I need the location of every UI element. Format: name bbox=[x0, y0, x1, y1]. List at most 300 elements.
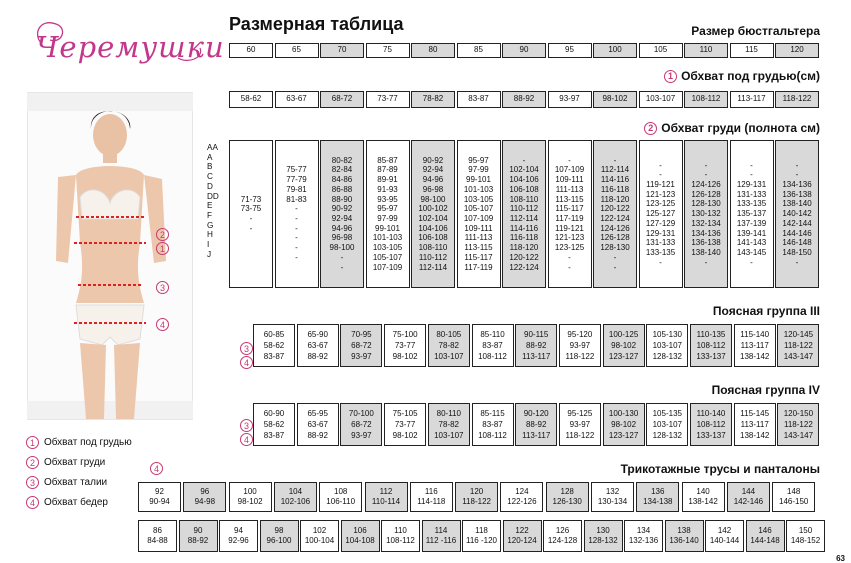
legend-hips bbox=[26, 496, 108, 509]
bust-column-content bbox=[418, 156, 447, 272]
bra-size-cell bbox=[229, 43, 273, 58]
bra-size-cell bbox=[457, 43, 501, 58]
underbust-cell bbox=[320, 91, 364, 108]
cup-label: H bbox=[207, 230, 213, 240]
bust-column-line: 133-135 bbox=[645, 247, 676, 257]
waist3-column-line: 68-72 bbox=[351, 341, 372, 350]
bra-size-cell-line: 110 bbox=[699, 45, 713, 55]
bust-column-line: 123-125 bbox=[645, 199, 676, 209]
underbust-title-wrap bbox=[664, 69, 820, 83]
underbust-cell-content bbox=[468, 95, 488, 103]
waist3-column-line: 70-95 bbox=[351, 330, 372, 339]
knit-row2-cell-line: 148-152 bbox=[790, 536, 821, 545]
knit-row1-cell-line: 106-110 bbox=[326, 497, 356, 506]
waist4-column-line: 143-147 bbox=[783, 431, 814, 440]
underbust-cell-line: 98-102 bbox=[602, 94, 628, 104]
bust-column-line: 90-92 bbox=[422, 155, 444, 165]
bust-column-line: 98-100 bbox=[420, 194, 446, 204]
knit-row1-cell-content bbox=[195, 487, 215, 507]
bra-size-cell bbox=[502, 43, 546, 58]
waist4-column-content bbox=[696, 408, 725, 441]
knit-row1-cell-line: 144 bbox=[741, 487, 756, 496]
waist4-column-line: 88-92 bbox=[307, 431, 328, 440]
waist4-column-line: 93-97 bbox=[569, 420, 591, 429]
bust-column bbox=[730, 140, 774, 288]
underbust-cell bbox=[275, 91, 319, 108]
waist3-column-line: 113-117 bbox=[522, 352, 551, 361]
underbust-cell-content bbox=[603, 95, 628, 103]
bust-column-line: 105-107 bbox=[372, 252, 403, 262]
bust-column-line: 108-110 bbox=[418, 243, 448, 253]
knit-row2-cell-content bbox=[588, 526, 617, 546]
waist4-column-line: 120-150 bbox=[783, 409, 814, 418]
waist3-column-line: 138-142 bbox=[740, 352, 770, 361]
waist4-column-line: 83-87 bbox=[263, 431, 285, 440]
waist3-column-line: 65-90 bbox=[307, 330, 328, 339]
bust-column-line: - bbox=[659, 170, 662, 180]
knit-row2-cell bbox=[422, 520, 461, 552]
legend-label: Обхват талии bbox=[44, 477, 108, 488]
knit-row2-cell-line: 84-88 bbox=[147, 536, 168, 545]
bust-column-line: 71-73 bbox=[240, 194, 262, 204]
bust-column-line: 121-123 bbox=[554, 233, 585, 243]
waist3-column bbox=[472, 324, 514, 367]
waist3-column-line: 75-100 bbox=[392, 330, 418, 339]
knit-row2-cell-line: 106 bbox=[353, 526, 367, 535]
knit-row2-cell-line: 128-132 bbox=[588, 536, 618, 545]
waist4-column-content bbox=[653, 408, 682, 441]
underbust-num: 1 bbox=[664, 70, 677, 83]
waist4-column bbox=[559, 403, 601, 446]
knit-row2-cell bbox=[260, 520, 299, 552]
cup-label: C bbox=[207, 172, 213, 182]
waist4-column-line: 65-95 bbox=[307, 409, 328, 418]
waist3-column bbox=[297, 324, 339, 367]
bust-column-line: - bbox=[295, 214, 298, 223]
bust-column-line: 116-118 bbox=[509, 233, 539, 243]
bra-size-cell-line: 85 bbox=[474, 45, 483, 55]
bust-column-line: 96-98 bbox=[331, 233, 353, 243]
waist3-column-content bbox=[393, 329, 418, 362]
bra-size-cell bbox=[548, 43, 592, 58]
waist3-column-line: 103-107 bbox=[434, 352, 464, 361]
bust-column-line: - bbox=[704, 257, 708, 267]
bust-column-line: 122-124 bbox=[509, 262, 539, 272]
waist4-column-content bbox=[307, 408, 327, 441]
underbust-cell bbox=[684, 91, 728, 108]
waist4-column-line: 88-92 bbox=[525, 420, 547, 429]
bust-column bbox=[639, 140, 683, 288]
waist4-column-content bbox=[566, 408, 595, 441]
waist4-column-line: 75-105 bbox=[392, 409, 418, 418]
knit-row2-cell bbox=[462, 520, 501, 552]
knit-row1-cell-content bbox=[238, 487, 263, 507]
bust-column bbox=[548, 140, 592, 288]
waist4-column-line: 98-102 bbox=[611, 420, 637, 429]
knit-row1-cell-line: 122-126 bbox=[507, 497, 537, 506]
waist4-column-line: 85-115 bbox=[480, 409, 505, 418]
bust-column-line: 120-122 bbox=[600, 204, 630, 214]
bust-title-wrap bbox=[644, 121, 820, 135]
knit-row2-cell-content bbox=[466, 526, 497, 546]
bust-column-line: 130-132 bbox=[691, 209, 721, 219]
bust-column-line: - bbox=[568, 252, 571, 262]
waist3-column-line: 123-127 bbox=[608, 352, 639, 361]
bust-column-line: 104-106 bbox=[418, 223, 448, 233]
bra-size-cell-line: 80 bbox=[428, 45, 438, 55]
knit-row1-cell-content bbox=[734, 487, 763, 507]
bust-column-line: 81-83 bbox=[286, 194, 307, 204]
waist3-column-line: 100-125 bbox=[608, 330, 639, 339]
bust-column-line: 132-134 bbox=[691, 218, 721, 228]
bust-column-line: - bbox=[659, 160, 662, 170]
waist4-column bbox=[472, 403, 514, 446]
waist4-column-line: 68-72 bbox=[351, 420, 372, 429]
bust-column-line: 99-101 bbox=[466, 175, 491, 185]
waist3-column-line: 128-132 bbox=[652, 352, 682, 361]
knit-row1-cell bbox=[546, 482, 589, 512]
underbust-cell-line: 73-77 bbox=[377, 94, 398, 104]
knit-row2-cell-line: 134 bbox=[636, 526, 651, 535]
bust-column-line: - bbox=[568, 262, 571, 272]
knit-row1-cell bbox=[591, 482, 634, 512]
knit-row2-cell bbox=[381, 520, 420, 552]
page-number: 63 bbox=[836, 554, 845, 563]
bust-column-line: - bbox=[249, 223, 253, 233]
bust-column-line: 136-138 bbox=[782, 189, 812, 199]
waist4-column-line: 60-90 bbox=[263, 409, 285, 418]
bra-size-cell-line: 95 bbox=[565, 45, 574, 55]
knit-row1-cell-line: 146-150 bbox=[779, 497, 809, 506]
knit-row1-cell bbox=[410, 482, 453, 512]
page-title: Размерная таблица bbox=[229, 14, 404, 34]
bust-column-line: 113-115 bbox=[464, 243, 493, 253]
waist3-column-line: 93-97 bbox=[569, 341, 591, 350]
bust-column-line: - bbox=[613, 155, 617, 165]
underbust-cell-line: 113-117 bbox=[737, 94, 766, 104]
bust-column-content bbox=[464, 156, 493, 272]
bra-size-cell-line: 75 bbox=[383, 45, 392, 55]
bust-column-line: - bbox=[613, 262, 617, 272]
underbust-cell-line: 78-82 bbox=[422, 94, 444, 104]
knit-row1-cell bbox=[636, 482, 679, 512]
underbust-cell-content bbox=[423, 95, 443, 103]
bust-column-content bbox=[646, 161, 675, 268]
waist4-column bbox=[646, 403, 688, 446]
waist4-column-line: 103-107 bbox=[652, 420, 682, 429]
knit-row1-cell bbox=[365, 482, 408, 512]
waist4-column-line: 138-142 bbox=[740, 431, 770, 440]
waist3-column bbox=[253, 324, 295, 367]
waist3-column-content bbox=[566, 329, 595, 362]
bust-column-line: 101-103 bbox=[463, 184, 494, 194]
bust-column-line: - bbox=[295, 223, 298, 233]
bra-size-cell-content bbox=[520, 46, 529, 54]
waist3-column-line: 93-97 bbox=[351, 352, 372, 361]
bra-size-cell bbox=[275, 43, 319, 58]
waist3-column-line: 78-82 bbox=[438, 341, 460, 350]
bra-size-cell-content bbox=[745, 46, 758, 54]
waist3-column-content bbox=[653, 329, 682, 362]
bust-column-line: 146-148 bbox=[782, 238, 812, 248]
bust-column-line: 113-115 bbox=[555, 194, 584, 204]
bust-column-line: 121-123 bbox=[645, 189, 676, 199]
waist4-column bbox=[603, 403, 645, 446]
waist4-column-line: 133-137 bbox=[696, 431, 726, 440]
cup-label: F bbox=[207, 210, 213, 220]
bust-column-line: 122-124 bbox=[600, 214, 630, 223]
bust-column bbox=[684, 140, 728, 288]
cup-labels bbox=[207, 143, 219, 259]
underbust-cell-content bbox=[377, 95, 397, 103]
knit-row2-cell bbox=[138, 520, 177, 552]
waist3-column-line: 103-107 bbox=[652, 341, 682, 350]
bust-column-line: 114-116 bbox=[600, 175, 630, 185]
bust-column-line: 80-82 bbox=[331, 155, 353, 165]
waist4-column-line: 83-87 bbox=[482, 420, 503, 429]
underbust-cell-content bbox=[737, 95, 765, 103]
knit-row2-cell-content bbox=[228, 526, 248, 546]
knit-row2-cell-line: 102 bbox=[312, 526, 327, 535]
bust-column-line: 95-97 bbox=[468, 155, 489, 165]
bra-size-cell-content bbox=[565, 46, 574, 54]
bust-column-line: 140-142 bbox=[782, 209, 812, 219]
knit-row2-cell-line: 150 bbox=[798, 526, 813, 535]
logo-text: Черемушки bbox=[36, 30, 225, 64]
bust-column-line: 128-130 bbox=[691, 199, 721, 209]
bust-column-line: 126-128 bbox=[691, 189, 721, 199]
waist4-column-line: 113-117 bbox=[740, 420, 769, 429]
knit-row2-cell-content bbox=[147, 526, 167, 546]
bust-column-line: 123-125 bbox=[554, 243, 585, 253]
bust-column bbox=[366, 140, 410, 288]
waist4-column bbox=[734, 403, 776, 446]
knit-row2-cell-content bbox=[507, 526, 536, 546]
waist3-column-line: 58-62 bbox=[263, 341, 285, 350]
bust-column-content bbox=[373, 156, 402, 272]
knit-row1-cell bbox=[682, 482, 725, 512]
waist4-column-line: 100-130 bbox=[608, 409, 639, 418]
bust-column-line: 135-137 bbox=[736, 209, 767, 219]
waist4-column bbox=[428, 403, 470, 446]
bust-column-line: 138-140 bbox=[782, 199, 812, 209]
underbust-cell-content bbox=[514, 95, 534, 103]
underbust-cell-content bbox=[783, 95, 812, 103]
waist3-column-line: 118-122 bbox=[784, 341, 813, 350]
waist3-column-content bbox=[522, 329, 550, 362]
knit-row2-cell-line: 122 bbox=[515, 526, 529, 535]
waist3-column-line: 80-105 bbox=[436, 330, 462, 339]
waist4-column bbox=[297, 403, 339, 446]
bust-column-line: 136-138 bbox=[691, 238, 721, 248]
knit-row1-cell-content bbox=[507, 487, 536, 507]
knit-row1-cell bbox=[274, 482, 317, 512]
knit-row1-cell-line: 134-138 bbox=[643, 497, 673, 506]
waist3-row-num: 3 bbox=[240, 342, 253, 355]
legend-num: 4 bbox=[26, 496, 39, 509]
bust-column-line: 111-113 bbox=[464, 233, 493, 243]
bust-column-content bbox=[737, 161, 766, 268]
knit-row2-cell-line: 136-140 bbox=[669, 536, 699, 545]
waist4-column-line: 105-135 bbox=[652, 409, 682, 418]
bust-column-line: - bbox=[340, 262, 344, 272]
waist4-column-line: 108-112 bbox=[478, 431, 507, 440]
waist3-title: Поясная группа III bbox=[712, 304, 820, 318]
bra-size-cell-line: 70 bbox=[337, 45, 347, 55]
knit-row2-cell-line: 118 bbox=[475, 526, 488, 535]
bust-column-line: 85-87 bbox=[377, 155, 398, 165]
waist4-column-line: 93-97 bbox=[351, 431, 372, 440]
bust-column-line: 117-119 bbox=[464, 262, 493, 272]
underbust-cell-line: 108-112 bbox=[691, 94, 721, 104]
bust-column-line: 97-99 bbox=[468, 165, 489, 175]
waist3-column bbox=[340, 324, 382, 367]
knit-row2-cell-line: 104-108 bbox=[345, 536, 375, 545]
bust-column-line: 127-129 bbox=[645, 218, 676, 228]
knit-row2-cell-line: 124-128 bbox=[547, 536, 578, 545]
underbust-cell bbox=[593, 91, 637, 108]
bra-size-cell bbox=[593, 43, 637, 58]
bust-column-line: - bbox=[295, 252, 298, 262]
bust-column-line: 92-94 bbox=[422, 165, 444, 175]
knit-row2-cell-line: 126 bbox=[555, 526, 570, 535]
knit-row2-cell bbox=[300, 520, 339, 552]
waist3-column-content bbox=[307, 329, 327, 362]
underbust-cell-line: 88-92 bbox=[513, 94, 535, 104]
waist4-column-line: 118-122 bbox=[784, 420, 813, 429]
waist3-column-line: 98-102 bbox=[392, 352, 418, 361]
underbust-cell bbox=[366, 91, 410, 108]
waist4-column-line: 118-122 bbox=[565, 431, 595, 440]
waist4-column bbox=[340, 403, 382, 446]
underbust-cell bbox=[730, 91, 774, 108]
knit-row2-cell-content bbox=[305, 526, 334, 546]
bra-size-cell-line: 105 bbox=[653, 45, 668, 55]
waist3-column-line: 133-137 bbox=[696, 352, 726, 361]
knit-row2-cell-content bbox=[791, 526, 820, 546]
waist3-column-line: 88-92 bbox=[307, 352, 328, 361]
knit-row2-cell-line: 108-112 bbox=[386, 536, 415, 545]
bra-size-cell-content bbox=[292, 46, 301, 54]
bust-column-line: 77-79 bbox=[286, 175, 307, 185]
bust-column-line: 104-106 bbox=[509, 175, 539, 185]
underbust-cell-line: 68-72 bbox=[331, 94, 353, 104]
bust-column-line: 118-120 bbox=[600, 194, 630, 204]
waist4-column-line: 113-117 bbox=[522, 431, 551, 440]
knit-row1-cell-line: 116 bbox=[424, 487, 438, 496]
bra-size-title: Размер бюстгальтера bbox=[691, 24, 820, 38]
underbust-cell-line: 58-62 bbox=[240, 94, 262, 104]
knit-row2-cell bbox=[786, 520, 825, 552]
knit-row2-cell bbox=[624, 520, 663, 552]
waist4-row-labels bbox=[240, 419, 253, 446]
legend-bust bbox=[26, 456, 105, 469]
knit-row2-cell-line: 146 bbox=[758, 526, 772, 535]
bust-column-content bbox=[691, 161, 720, 268]
bust-column-line: 120-122 bbox=[509, 252, 539, 262]
knit-row2-cell-line: 90 bbox=[193, 526, 203, 535]
knit-row2-cell-content bbox=[267, 526, 292, 546]
knit-row1-cell-line: 148 bbox=[787, 487, 801, 496]
knit-row2-cell-content bbox=[345, 526, 374, 546]
knit-row2-cell-line: 144-148 bbox=[750, 536, 780, 545]
bust-column-line: 88-90 bbox=[331, 194, 353, 204]
bra-size-cell-content bbox=[338, 46, 347, 54]
bust-column bbox=[411, 140, 455, 288]
knit-row2-cell-line: 142 bbox=[717, 526, 732, 535]
knit-row1-cell bbox=[500, 482, 543, 512]
knit-row2-cell-line: 138 bbox=[677, 526, 691, 535]
bust-column-line: 87-89 bbox=[377, 165, 398, 175]
knit-row1-cell-content bbox=[643, 487, 672, 507]
knit-row2-cell-line: 112 -116 bbox=[425, 536, 457, 545]
waist4-column-content bbox=[609, 408, 638, 441]
bust-column-line: 112-114 bbox=[418, 262, 448, 272]
waist3-column-line: 60-85 bbox=[263, 330, 285, 339]
knit-row1-cell bbox=[183, 482, 226, 512]
underbust-cell bbox=[639, 91, 683, 108]
bust-column bbox=[320, 140, 364, 288]
knit-row1-cell-content bbox=[462, 487, 491, 507]
knit-row1-cell-line: 114-118 bbox=[417, 497, 446, 506]
bust-column-line: 106-108 bbox=[418, 233, 448, 243]
bust-column-line: 125-127 bbox=[645, 209, 676, 219]
waist4-column-content bbox=[522, 408, 550, 441]
waist4-column-line: 78-82 bbox=[438, 420, 460, 429]
legend-waist bbox=[26, 476, 107, 489]
bra-size-cell-line: 90 bbox=[519, 45, 529, 55]
underbust-cell bbox=[548, 91, 592, 108]
bust-column-line: 119-121 bbox=[555, 223, 584, 233]
bust-column bbox=[229, 140, 273, 288]
waist3-column-line: 110-135 bbox=[696, 330, 726, 339]
knit-row1-cell-line: 130-134 bbox=[597, 497, 628, 506]
underbust-header bbox=[230, 69, 820, 87]
bra-size-cell-line: 115 bbox=[745, 45, 758, 55]
knit-row1-cell-line: 138-142 bbox=[688, 497, 718, 506]
bust-column-line: - bbox=[340, 252, 344, 262]
knit-row2-cell-line: 92-96 bbox=[228, 536, 249, 545]
waist3-column-line: 143-147 bbox=[783, 352, 814, 361]
bra-size-cell-line: 120 bbox=[790, 45, 804, 55]
knit-row1-cell-content bbox=[598, 487, 627, 507]
bust-column-line: 110-112 bbox=[509, 204, 539, 214]
waist4-column bbox=[515, 403, 557, 446]
legend-underbust bbox=[26, 436, 132, 449]
underbust-cell-line: 103-107 bbox=[645, 94, 676, 104]
waist3-column-line: 83-87 bbox=[263, 352, 285, 361]
bust-column-line: 131-133 bbox=[645, 238, 676, 248]
waist4-column-line: 95-125 bbox=[567, 409, 593, 418]
bust-column-line: - bbox=[249, 214, 253, 223]
bust-column-line: 103-105 bbox=[372, 243, 403, 253]
waist3-column-content bbox=[784, 329, 813, 362]
cup-label: I bbox=[207, 240, 210, 250]
bust-column-line: - bbox=[704, 160, 708, 170]
knit-row2-cell-line: 96-100 bbox=[266, 536, 292, 545]
bust-column-line: 105-107 bbox=[463, 204, 494, 214]
bust-column-content bbox=[600, 156, 629, 272]
model-photo-frame bbox=[27, 92, 193, 420]
knit-row2-cell-content bbox=[386, 526, 415, 546]
waist3-column-line: 113-117 bbox=[740, 341, 769, 350]
waist4-column-line: 58-62 bbox=[263, 420, 285, 429]
waist3-column-line: 105-130 bbox=[652, 330, 682, 339]
cup-label: B bbox=[207, 162, 213, 172]
bust-column-line: 112-114 bbox=[509, 214, 539, 223]
bust-column-line: 102-104 bbox=[418, 214, 448, 223]
bust-column-line: 103-105 bbox=[463, 194, 494, 204]
